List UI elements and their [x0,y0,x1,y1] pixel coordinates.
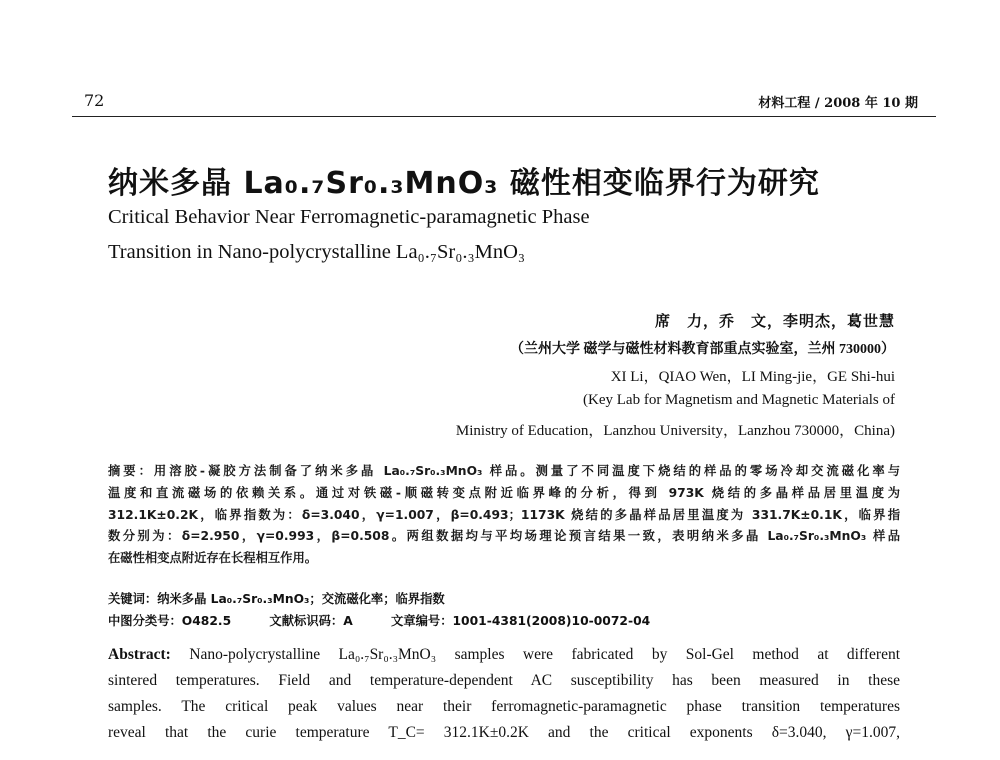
abstract-cn-line: 312.1K±0.2K，临界指数为：δ=3.040，γ=1.007，β=0.493；1173K 烧结的多晶样品居里温度为 331.7K±0.1K，临界指 [108,507,900,522]
abstract-cn-line: 温度和直流磁场的依赖关系。通过对铁磁-顺磁转变点附近临界峰的分析，得到 973K 烧结的多晶样品居里温度为 [108,485,900,500]
affiliation-english-line-1: (Key Lab for Magnetism and Magnetic Materials of [583,392,895,408]
affiliation-chinese: （兰州大学 磁学与磁性材料教育部重点实验室，兰州 730000） [510,342,895,357]
title-chinese: 纳米多晶 La₀.₇Sr₀.₃MnO₃ 磁性相变临界行为研究 [108,166,820,201]
affiliation-english-line-2: Ministry of Education，Lanzhou University，Lanzhou 730000，China) [455,423,895,439]
abstract-chinese [108,461,900,570]
abstract-english [108,642,900,746]
page-number: 72 [84,91,105,110]
title-english-line-1: Critical Behavior Near Ferromagnetic-paramagnetic Phase [108,206,590,228]
abstract-en-line: sintered temperatures. Field and temperature-dependent AC susceptibility has been measured in these [108,672,900,689]
abstract-cn-line: 摘要：用溶胶-凝胶方法制备了纳米多晶 La₀.₇Sr₀.₃MnO₃ 样品。测量了不同温度下烧结的样品的零场冷却交流磁化率与 [108,464,900,478]
document-code: 文献标识码：A [269,614,353,628]
authors-english: XI Li，QIAO Wen，LI Ming-jie，GE Shi-hui [610,369,895,385]
title-english-line-2: Transition in Nano-polycrystalline La₀.₇Sr₀.₃MnO₃ [108,241,526,263]
abstract-cn-line: 数分别为：δ=2.950，γ=0.993，β=0.508。两组数据均与平均场理论预言结果一致，表明纳米多晶 La₀.₇Sr₀.₃MnO₃ 样品 [108,529,900,544]
clc-number: 中图分类号：O482.5 [108,614,232,628]
abstract-cn-line: 在磁性相变点附近存在长程相互作用。 [108,551,318,566]
article-number: 文章编号：1001-4381(2008)10-0072-04 [391,614,651,628]
authors-chinese: 席 力，乔 文，李明杰，葛世慧 [654,314,895,330]
abstract-en-line: reveal that the curie temperature T_C= 312.1K±0.2K and the critical exponents δ=3.040, γ=1.007, [108,724,900,741]
header-divider [72,116,936,117]
abstract-label: Abstract: [108,646,171,663]
journal-info: 材料工程 / 2008 年 10 期 [758,96,918,111]
classification-line [108,611,684,629]
abstract-en-text: Nano-polycrystalline La₀.₇Sr₀.₃MnO₃ samples were fabricated by Sol-Gel method at different [170,646,900,663]
abstract-en-line [108,642,900,668]
keywords: 关键词：纳米多晶 La₀.₇Sr₀.₃MnO₃；交流磁化率；临界指数 [108,592,445,606]
abstract-en-line: samples. The critical peak values near their ferromagnetic-paramagnetic phase transition temperatures [108,698,900,715]
